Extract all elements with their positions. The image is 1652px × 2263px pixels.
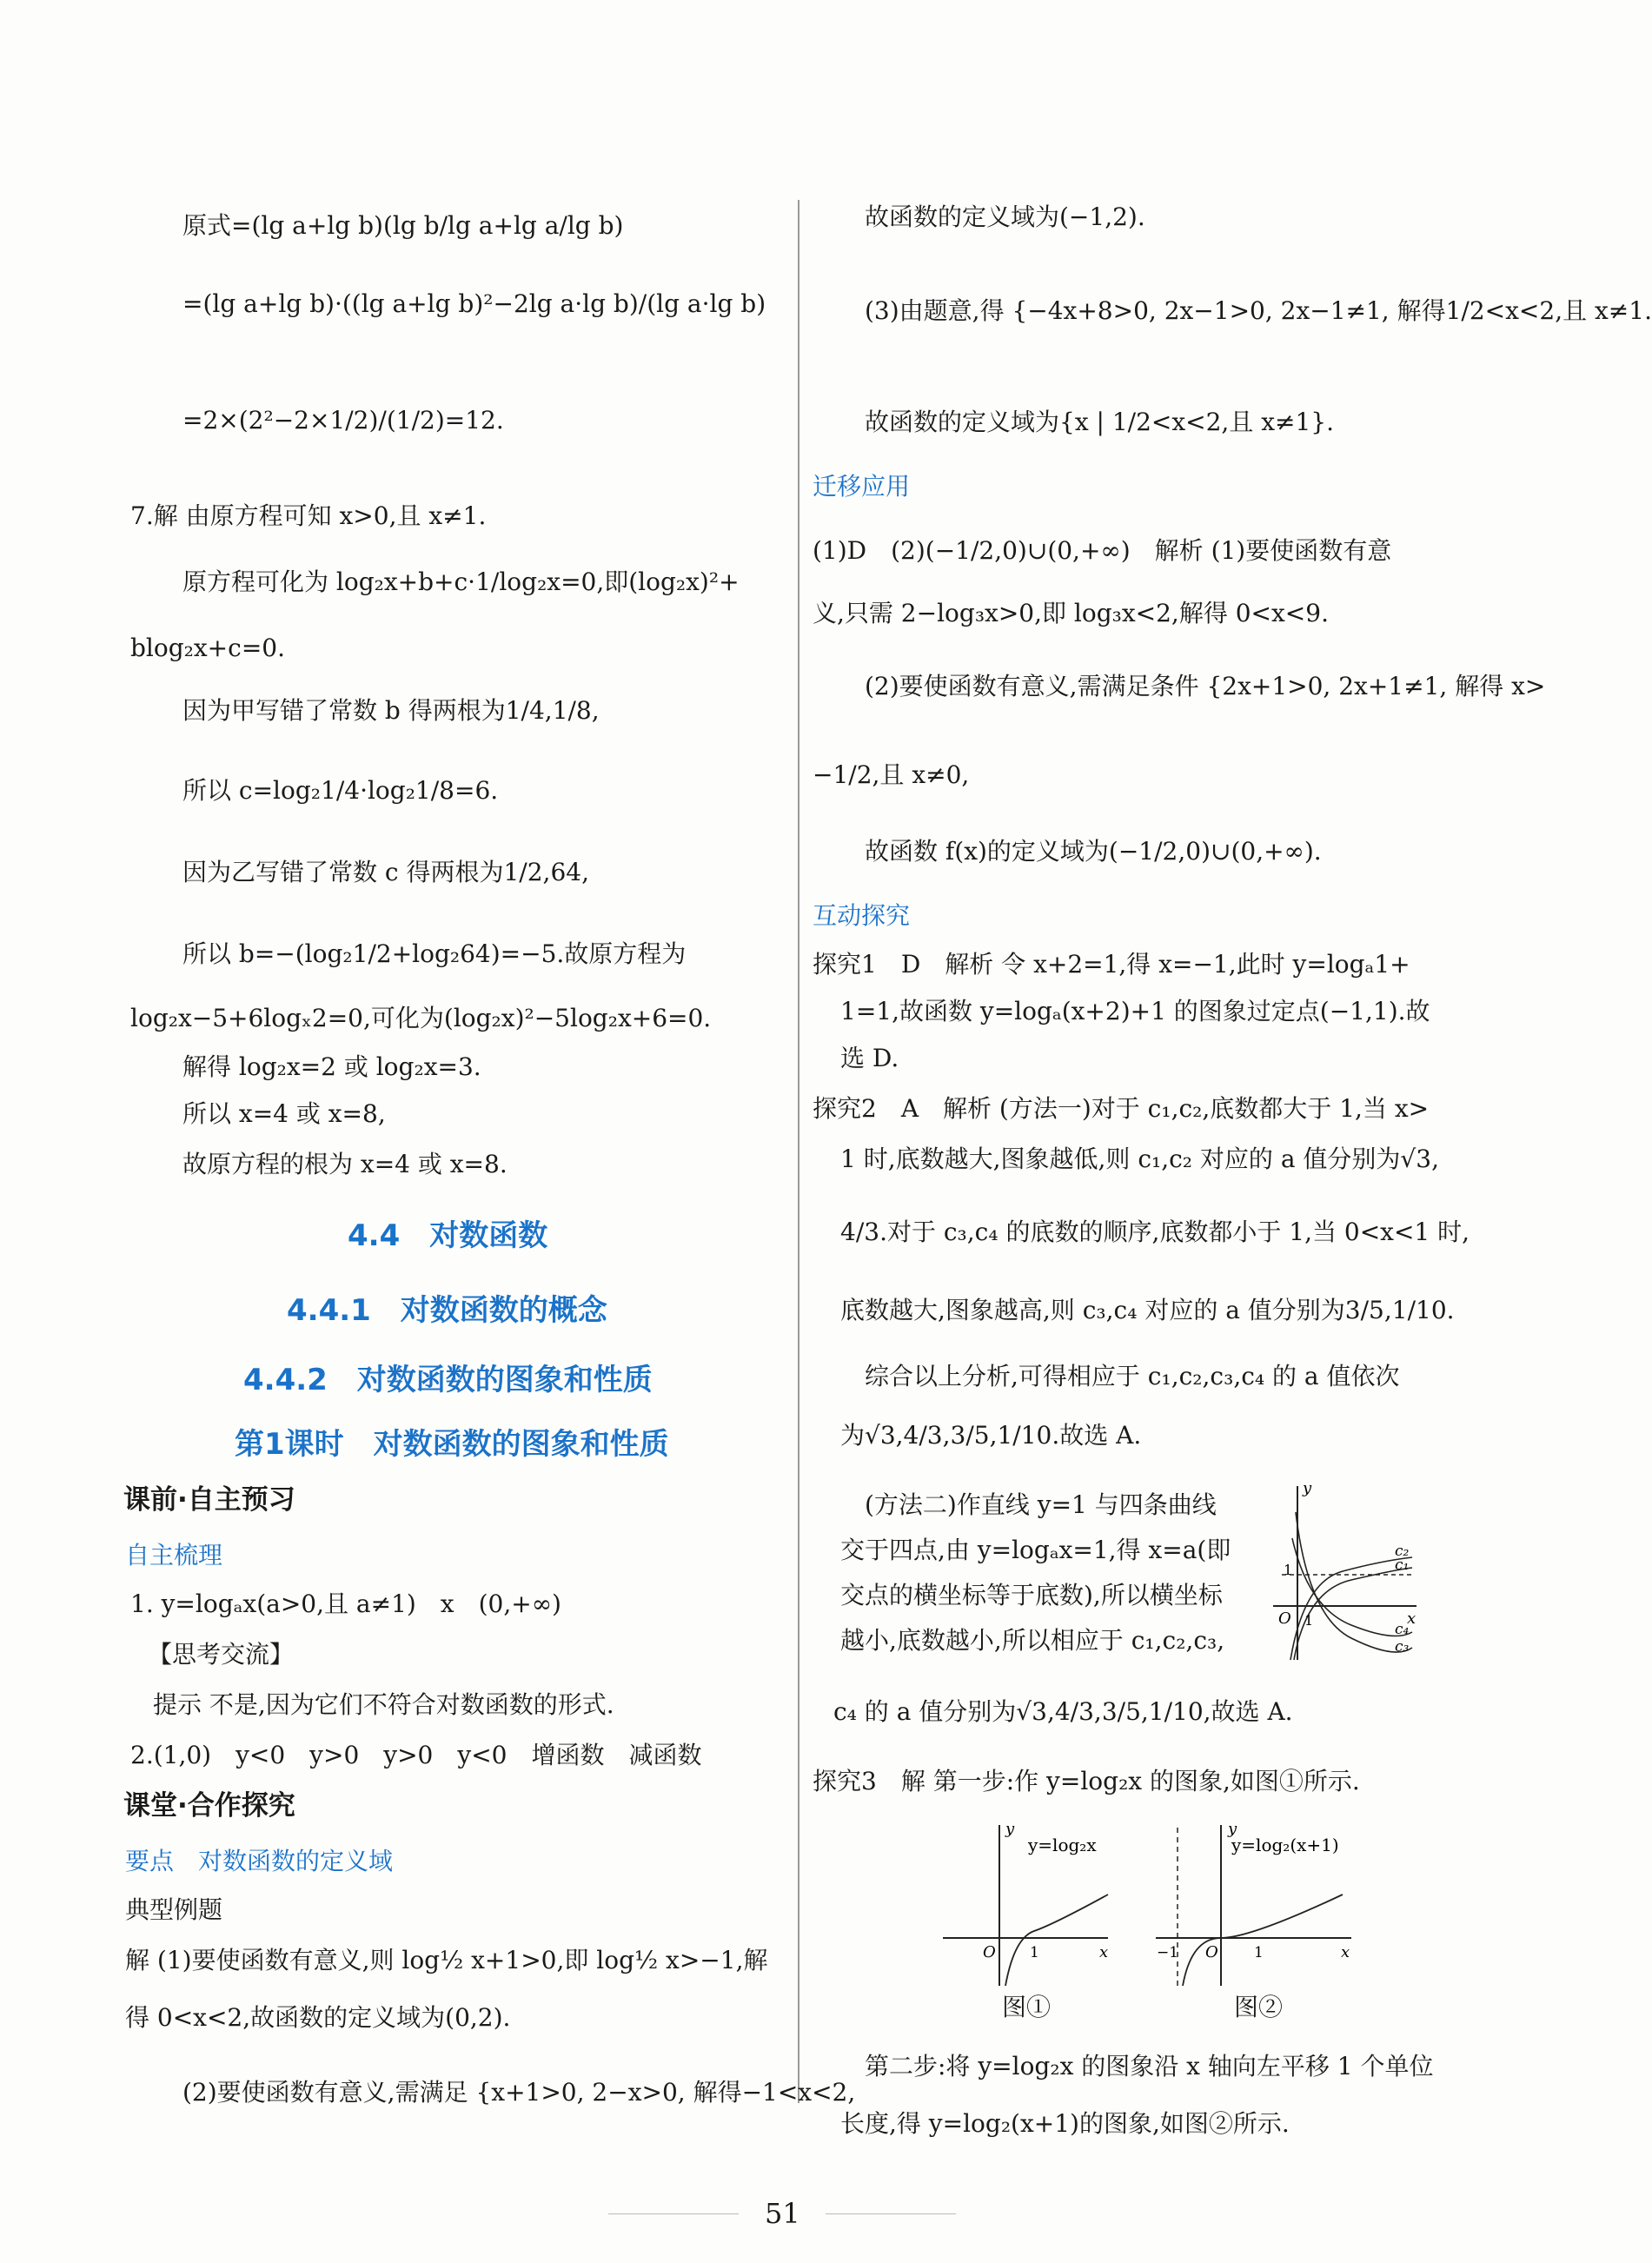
- curve-label-c1: c₁: [1395, 1556, 1410, 1574]
- curve-label: y=log₂(x+1): [1231, 1835, 1339, 1855]
- text-line: 交于四点,由 y=logₐx=1,得 x=a(即: [840, 1536, 1231, 1564]
- eq-line: =2×(2²−2×1/2)/(1/2)=12.: [182, 406, 504, 435]
- figure-2-caption: 图②: [1234, 1993, 1284, 2021]
- text-line: 第二步:将 y=log₂x 的图象沿 x 轴向左平移 1 个单位: [865, 2052, 1434, 2080]
- text-line: 底数越大,图象越高,则 c₃,c₄ 对应的 a 值分别为3/5,1/10.: [840, 1296, 1455, 1324]
- text-line: 4/3.对于 c₃,c₄ 的底数的顺序,底数都小于 1,当 0<x<1 时,: [840, 1218, 1470, 1246]
- column-divider: [798, 200, 799, 2103]
- lesson-title: 第1课时 对数函数的图象和性质: [235, 1427, 669, 1462]
- log-curve: [1005, 1895, 1108, 1986]
- text-line: 提示 不是,因为它们不符合对数函数的形式.: [153, 1690, 614, 1719]
- curve-c2: [1290, 1557, 1412, 1660]
- figure-2: [1151, 1816, 1360, 1990]
- text-line: (2)要使函数有意义,需满足 {x+1>0, 2−x>0, 解得−1<x<2,: [182, 2078, 856, 2107]
- text-line: 1 时,底数越大,图象越低,则 c₁,c₂ 对应的 a 值分别为√3,: [840, 1145, 1439, 1173]
- text-line: 所以 x=4 或 x=8,: [182, 1099, 386, 1128]
- origin-label: O: [983, 1943, 996, 1961]
- text-line: 选 D.: [840, 1044, 899, 1072]
- subheading: 要点 对数函数的定义域: [125, 1847, 394, 1875]
- eq-line: =(lg a+lg b)·((lg a+lg b)²−2lg a·lg b)/(lg a·lg b): [182, 289, 766, 318]
- section-title: 4.4.2 对数函数的图象和性质: [243, 1363, 653, 1397]
- tick-label: −1: [1157, 1944, 1179, 1961]
- text-line: 故函数的定义域为{x | 1/2<x<2,且 x≠1}.: [865, 408, 1335, 436]
- footer-rule-left: [608, 2213, 739, 2214]
- origin-label: O: [1278, 1609, 1291, 1628]
- tick-label: 1: [1284, 1562, 1293, 1578]
- text-line: 2.(1,0) y<0 y>0 y>0 y<0 增函数 减函数: [130, 1741, 702, 1769]
- text-line: 所以 b=−(log₂1/2+log₂64)=−5.故原方程为: [182, 939, 687, 968]
- heading: 课堂·合作探究: [123, 1790, 295, 1822]
- text-line: 义,只需 2−log₃x>0,即 log₃x<2,解得 0<x<9.: [813, 599, 1329, 627]
- text-line: c₄ 的 a 值分别为√3,4/3,3/5,1/10,故选 A.: [833, 1697, 1293, 1726]
- text-line: −1/2,且 x≠0,: [813, 760, 970, 789]
- text-line: 原方程可化为 log₂x+b+c·1/log₂x=0,即(log₂x)²+: [182, 567, 740, 596]
- text-line: 1. y=logₐx(a>0,且 a≠1) x (0,+∞): [130, 1589, 561, 1618]
- subheading: 迁移应用: [813, 472, 911, 501]
- log-curve-shifted: [1183, 1895, 1343, 1986]
- text-line: 【思考交流】: [148, 1640, 295, 1669]
- curve-label-c3: c₃: [1395, 1638, 1410, 1656]
- text-line: (方法二)作直线 y=1 与四条曲线: [865, 1490, 1217, 1519]
- text-line: 故原方程的根为 x=4 或 x=8.: [182, 1150, 508, 1178]
- text-line: 故函数 f(x)的定义域为(−1/2,0)∪(0,+∞).: [865, 837, 1322, 866]
- page-number: 51: [765, 2197, 800, 2230]
- tick-label: 1: [1304, 1612, 1314, 1629]
- axis-label-x: x: [1099, 1943, 1109, 1961]
- curve-label-c2: c₂: [1395, 1543, 1410, 1560]
- text-line: 解 (1)要使函数有意义,则 log½ x+1>0,即 log½ x>−1,解: [125, 1946, 768, 1974]
- section-title: 4.4.1 对数函数的概念: [287, 1293, 607, 1328]
- text-line: (1)D (2)(−1/2,0)∪(0,+∞) 解析 (1)要使函数有意: [813, 536, 1392, 565]
- subheading: 互动探究: [813, 901, 911, 930]
- text-line: (2)要使函数有意义,需满足条件 {2x+1>0, 2x+1≠1, 解得 x>: [865, 672, 1546, 700]
- text-line: (3)由题意,得 {−4x+8>0, 2x−1>0, 2x−1≠1, 解得1/2<x<2,且 x≠1.: [865, 296, 1652, 325]
- footer-rule-right: [826, 2213, 956, 2214]
- text-line: 因为甲写错了常数 b 得两根为1/4,1/8,: [182, 696, 600, 725]
- subheading: 自主梳理: [125, 1541, 223, 1570]
- text-line: log₂x−5+6logₓ2=0,可化为(log₂x)²−5log₂x+6=0.: [130, 1004, 712, 1032]
- text-line: 1=1,故函数 y=logₐ(x+2)+1 的图象过定点(−1,1).故: [840, 997, 1430, 1025]
- figure-1-caption: 图①: [1002, 1993, 1052, 2021]
- section-title: 4.4 对数函数: [348, 1218, 548, 1253]
- text-line: 交点的横坐标等于底数),所以横坐标: [840, 1581, 1223, 1609]
- curve-label: y=log₂x: [1028, 1835, 1097, 1855]
- eq-line: 原式=(lg a+lg b)(lg b/lg a+lg a/lg b): [182, 211, 624, 240]
- text-line: 所以 c=log₂1/4·log₂1/8=6.: [182, 776, 499, 805]
- axis-label-x: x: [1407, 1609, 1416, 1628]
- tick-label: 1: [1254, 1944, 1264, 1961]
- text-line: 故函数的定义域为(−1,2).: [865, 202, 1145, 231]
- text-line: 探究3 解 第一步:作 y=log₂x 的图象,如图①所示.: [813, 1767, 1360, 1795]
- log-curves-figure: [1264, 1477, 1421, 1669]
- text-line: 因为乙写错了常数 c 得两根为1/2,64,: [182, 858, 589, 886]
- text-line: 解得 log₂x=2 或 log₂x=3.: [182, 1052, 481, 1081]
- text-line: 得 0<x<2,故函数的定义域为(0,2).: [125, 2003, 511, 2032]
- text-line: 长度,得 y=log₂(x+1)的图象,如图②所示.: [840, 2109, 1290, 2138]
- text-line: blog₂x+c=0.: [130, 634, 285, 662]
- axis-label-x: x: [1341, 1943, 1350, 1961]
- text-line: 为√3,4/3,3/5,1/10.故选 A.: [840, 1421, 1142, 1450]
- subheading: 典型例题: [125, 1895, 223, 1924]
- curve-label-c4: c₄: [1395, 1621, 1410, 1638]
- text-line: 探究2 A 解析 (方法一)对于 c₁,c₂,底数都大于 1,当 x>: [813, 1094, 1430, 1123]
- tick-label: 1: [1030, 1944, 1039, 1961]
- axis-label-y: y: [1005, 1820, 1015, 1838]
- problem-7: 7.解 由原方程可知 x>0,且 x≠1.: [130, 501, 487, 530]
- text-line: 综合以上分析,可得相应于 c₁,c₂,c₃,c₄ 的 a 值依次: [865, 1362, 1400, 1390]
- figure-1: [934, 1816, 1125, 1990]
- axis-label-y: y: [1303, 1479, 1312, 1497]
- axis-label-y: y: [1228, 1820, 1237, 1838]
- text-line: 越小,底数越小,所以相应于 c₁,c₂,c₃,: [840, 1626, 1225, 1655]
- origin-label: O: [1205, 1943, 1218, 1961]
- heading: 课前·自主预习: [123, 1484, 295, 1516]
- text-line: 探究1 D 解析 令 x+2=1,得 x=−1,此时 y=logₐ1+: [813, 950, 1410, 979]
